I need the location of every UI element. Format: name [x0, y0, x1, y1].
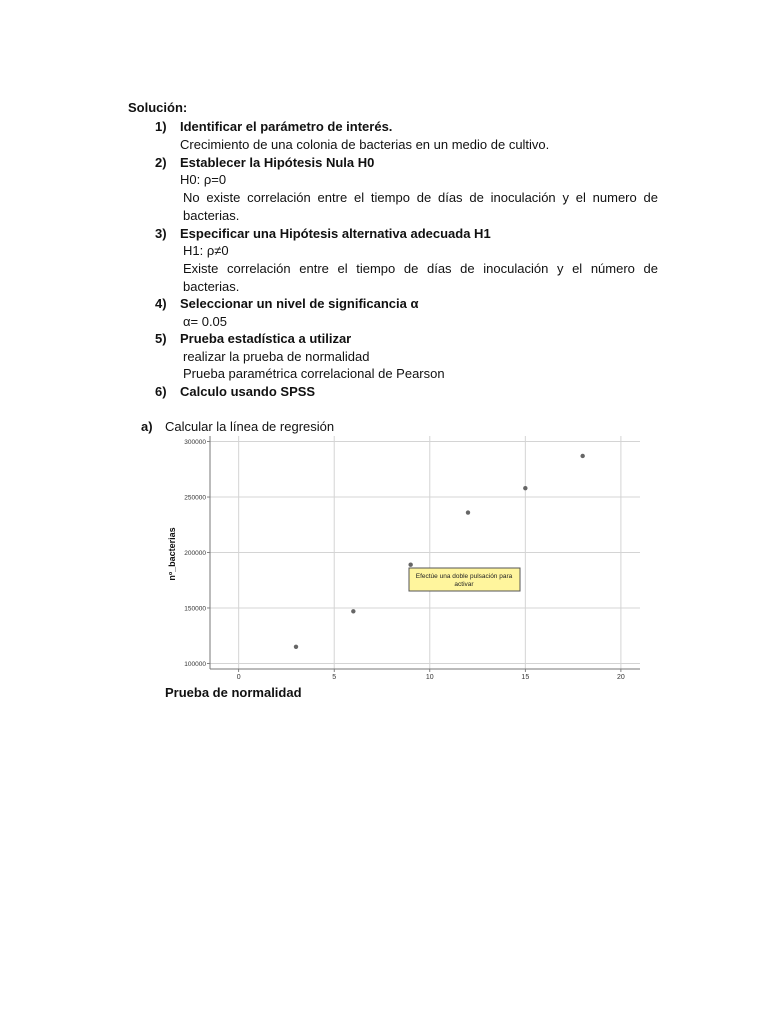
data-point — [408, 563, 412, 567]
x-tick-label: 0 — [236, 674, 241, 681]
y-tick-label: 250000 — [184, 494, 206, 502]
step-5-number: 5) — [155, 331, 167, 346]
x-tick-label: 5 — [332, 674, 337, 681]
x-tick-label: 15 — [521, 674, 530, 681]
step-3-text-line2: bacterias. — [183, 279, 240, 294]
step-6-number: 6) — [155, 384, 167, 399]
tooltip-text-line1: Efectúe una doble pulsación para — [415, 573, 513, 580]
step-1-text: Crecimiento de una colonia de bacterias en un medio de cultivo. — [180, 137, 550, 152]
step-5-title: Prueba estadística a utilizar — [180, 331, 352, 346]
sub-item-a-label: a) — [141, 419, 153, 434]
grid-lines — [210, 436, 640, 669]
step-2-number: 2) — [155, 155, 167, 170]
data-point — [580, 454, 584, 458]
step-1-number: 1) — [155, 119, 167, 134]
step-4-title: Seleccionar un nivel de significancia α — [180, 296, 419, 311]
x-tick-label: 20 — [616, 674, 625, 681]
data-points — [294, 454, 585, 649]
y-tick-label: 300000 — [184, 439, 206, 447]
y-tick-label: 200000 — [184, 550, 206, 557]
step-2-title: Establecer la Hipótesis Nula H0 — [180, 155, 375, 170]
step-3-text-line1: Existe correlación entre el tiempo de días de inoculación y el número de — [183, 261, 658, 276]
y-tick-label: 100000 — [184, 660, 206, 668]
step-5-text-line1: realizar la prueba de normalidad — [183, 349, 370, 364]
data-point — [294, 645, 298, 649]
alternative-hypothesis: H1: ρ≠0 — [183, 243, 229, 258]
tick-labels — [184, 439, 625, 681]
normality-test-heading: Prueba de normalidad — [165, 685, 302, 700]
step-3-title: Especificar una Hipótesis alternativa adecuada H1 — [180, 226, 491, 241]
data-point — [466, 510, 470, 514]
step-3-number: 3) — [155, 226, 167, 241]
step-2-text-line1: No existe correlación entre el tiempo de días de inoculación y el numero de — [183, 190, 658, 205]
data-point — [351, 609, 355, 613]
scatter-chart[interactable] — [160, 436, 650, 686]
y-axis-label: nº_bacterias — [167, 527, 177, 581]
step-2-text-line2: bacterias. — [183, 208, 240, 223]
null-hypothesis: H0: ρ=0 — [180, 172, 227, 187]
step-6-title: Calculo usando SPSS — [180, 384, 316, 399]
axes — [207, 436, 640, 672]
data-point — [523, 486, 527, 490]
step-5-text-line2: Prueba paramétrica correlacional de Pearson — [183, 366, 445, 381]
step-1-title: Identificar el parámetro de interés. — [180, 119, 393, 134]
y-tick-label: 150000 — [184, 605, 206, 613]
tooltip-text-line2: activar — [454, 581, 474, 588]
x-tick-label: 10 — [425, 674, 434, 681]
sub-item-a-text: Calcular la línea de regresión — [165, 419, 335, 434]
scatter-chart-svg — [160, 436, 650, 686]
step-4-number: 4) — [155, 296, 167, 311]
significance-level: α= 0.05 — [183, 314, 228, 329]
activation-tooltip — [409, 568, 520, 591]
solution-heading: Solución: — [128, 100, 188, 115]
